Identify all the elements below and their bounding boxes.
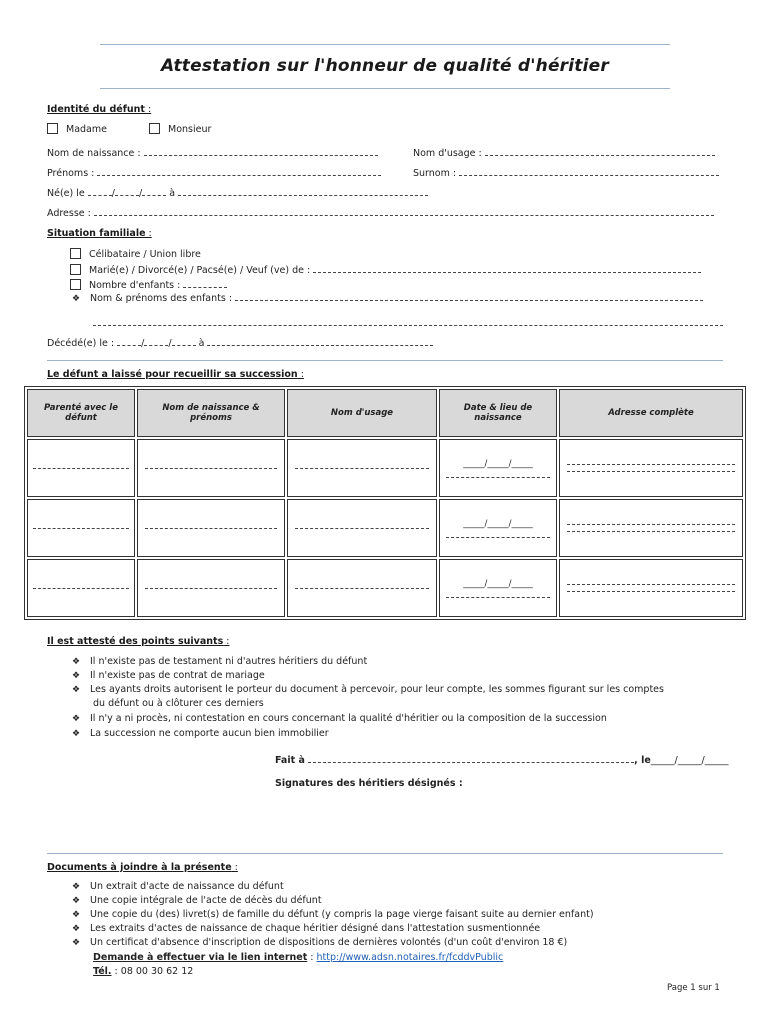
checkbox-marie[interactable] [70, 264, 81, 275]
checkbox-monsieur[interactable] [149, 123, 160, 134]
header-nom-naissance: Nom de naissance & prénoms [137, 389, 285, 437]
situation-item-2 [70, 264, 701, 276]
birth-day-field[interactable] [88, 188, 112, 196]
naissance-row: Né(e) le / / à [47, 188, 428, 199]
cell-nom-naissance[interactable] [137, 499, 285, 557]
demande-row: Demande à effectuer via le lien internet : http://www.adsn.notaires.fr/fcddvPublic [93, 952, 504, 963]
document-item-3: ❖ Une copie du (des) livret(s) de famille du défunt (y compris la page vierge faisant suite au dernier enfant) [71, 909, 594, 920]
le-label: , le [634, 755, 651, 766]
nom-naissance-field[interactable] [144, 148, 378, 156]
cell-adresse[interactable] [559, 559, 743, 617]
page-title: Attestation sur l'honneur de qualité d'héritier [161, 56, 609, 76]
enfants-field[interactable] [235, 293, 703, 301]
diamond-bullet-icon: ❖ [71, 729, 81, 739]
ne-le-label: Né(e) le [47, 188, 85, 199]
header-parente: Parenté avec le défunt [27, 389, 135, 437]
enfants-field-2[interactable] [93, 318, 723, 326]
diamond-bullet-icon: ❖ [71, 938, 81, 948]
diamond-bullet-icon: ❖ [71, 657, 81, 667]
cell-nom-naissance[interactable] [137, 439, 285, 497]
fait-a-field[interactable] [308, 755, 634, 763]
attestation-point-4: ❖ Il n'y a ni procès, ni contestation en cours concernant la qualité d'héritier ou la composition de la succession [71, 713, 607, 724]
fait-a-row [275, 755, 728, 766]
table-header-row [27, 389, 743, 437]
birth-month-field[interactable] [115, 188, 139, 196]
succession-rule [47, 360, 723, 361]
nombre-enfants-label: Nombre d'enfants : [89, 280, 181, 291]
nom-naissance-row [47, 148, 378, 159]
table-row [27, 439, 743, 497]
cell-nom-usage[interactable] [287, 499, 437, 557]
situation-item-1 [70, 248, 201, 260]
prenoms-field[interactable] [97, 168, 381, 176]
fait-a-label: Fait à [275, 755, 305, 766]
title-rule [100, 88, 670, 89]
fait-date-field[interactable]: _____/_____/_____ [650, 755, 729, 766]
surnom-label: Surnom : [413, 168, 457, 179]
enfants-row-2 [93, 318, 723, 329]
cell-parente[interactable] [27, 559, 135, 617]
diamond-bullet-icon: ❖ [71, 896, 81, 906]
page-number: Page 1 sur 1 [667, 983, 720, 993]
checkbox-madame[interactable] [47, 123, 58, 134]
documents-rule [47, 853, 723, 854]
prenoms-label: Prénoms : [47, 168, 95, 179]
cell-adresse[interactable] [559, 499, 743, 557]
cell-parente[interactable] [27, 439, 135, 497]
death-day-field[interactable] [117, 338, 141, 346]
document-item-4: ❖ Les extraits d'actes de naissance de chaque héritier désigné dans l'attestation susmentionnée [71, 923, 541, 934]
tel-value: : 08 00 30 62 12 [111, 966, 194, 977]
situation-item-3 [70, 279, 227, 291]
diamond-bullet-icon: ❖ [71, 671, 81, 681]
deces-a-label: à [198, 338, 205, 349]
surnom-field[interactable] [459, 168, 719, 176]
checkbox-celibataire[interactable] [70, 248, 81, 259]
heirs-table [24, 386, 746, 620]
diamond-bullet-icon: ❖ [71, 910, 81, 920]
tel-row [93, 966, 193, 977]
document-item-2: ❖ Une copie intégrale de l'acte de décès du défunt [71, 895, 322, 906]
adresse-field[interactable] [94, 208, 714, 216]
adresse-row [47, 208, 714, 219]
diamond-bullet-icon: ❖ [71, 714, 81, 724]
nom-naissance-label: Nom de naissance : [47, 148, 141, 159]
date-placeholder: _____/_____/_____ [463, 458, 533, 469]
section-situation: Situation familiale : [47, 228, 152, 239]
section-succession: Le défunt a laissé pour recueillir sa succession : [47, 369, 304, 380]
nom-usage-row [413, 148, 715, 159]
tel-label: Tél. [93, 966, 112, 977]
section-attestation: Il est attesté des points suivants : [47, 636, 230, 647]
checkbox-enfants[interactable] [70, 279, 81, 290]
surnom-row [413, 168, 719, 179]
diamond-bullet-icon: ❖ [71, 685, 81, 695]
enfants-row [70, 293, 703, 304]
section-documents: Documents à joindre à la présente : [47, 862, 238, 873]
prenoms-row [47, 168, 381, 179]
conjoint-field[interactable] [313, 265, 701, 273]
date-placeholder: _____/_____/_____ [463, 578, 533, 589]
nom-usage-label: Nom d'usage : [413, 148, 482, 159]
cell-nom-usage[interactable] [287, 559, 437, 617]
death-month-field[interactable] [144, 338, 168, 346]
cell-date-lieu[interactable] [439, 559, 557, 617]
attestation-point-5: ❖ La succession ne comporte aucun bien immobilier [71, 728, 329, 739]
attestation-point-3: ❖ Les ayants droits autorisent le porteur du document à percevoir, pour leur compte, les sommes figurant sur les comptes [71, 684, 664, 695]
a-label: à [169, 188, 176, 199]
top-rule [100, 44, 670, 45]
document-item-5: ❖ Un certificat d'absence d'inscription de dispositions de dernières volontés (d'un coût d'environ 18 €) [71, 937, 568, 948]
madame-label: Madame [66, 124, 107, 135]
monsieur-label: Monsieur [168, 124, 212, 135]
birth-year-field[interactable] [142, 188, 166, 196]
deces-row: Décédé(e) le : / / à [47, 338, 433, 349]
celibataire-label: Célibataire / Union libre [89, 249, 201, 260]
cell-parente[interactable] [27, 499, 135, 557]
cell-nom-usage[interactable] [287, 439, 437, 497]
diamond-bullet-icon: ❖ [71, 294, 81, 304]
gender-row [47, 123, 211, 135]
cell-nom-naissance[interactable] [137, 559, 285, 617]
cell-date-lieu[interactable] [439, 499, 557, 557]
birth-place-field[interactable] [178, 188, 428, 196]
nom-usage-field[interactable] [485, 148, 715, 156]
nombre-enfants-field[interactable] [183, 280, 227, 288]
adsn-link[interactable]: http://www.adsn.notaires.fr/fcddvPublic [316, 952, 504, 963]
diamond-bullet-icon: ❖ [71, 882, 81, 892]
cell-adresse[interactable] [559, 439, 743, 497]
cell-date-lieu[interactable] [439, 439, 557, 497]
demande-label: Demande à effectuer via le lien internet [93, 952, 308, 963]
date-placeholder: _____/_____/_____ [463, 518, 533, 529]
header-nom-usage: Nom d'usage [287, 389, 437, 437]
header-date-lieu: Date & lieu de naissance [439, 389, 557, 437]
death-place-field[interactable] [207, 338, 433, 346]
decede-le-label: Décédé(e) le : [47, 338, 115, 349]
death-year-field[interactable] [172, 338, 196, 346]
section-identite: Identité du défunt : [47, 104, 152, 115]
table-row [27, 559, 743, 617]
enfants-label: Nom & prénoms des enfants : [90, 293, 233, 304]
adresse-label: Adresse : [47, 208, 91, 219]
table-row [27, 499, 743, 557]
attestation-point-1: ❖ Il n'existe pas de testament ni d'autres héritiers du défunt [71, 656, 368, 667]
header-adresse: Adresse complète [559, 389, 743, 437]
attestation-point-2: ❖ Il n'existe pas de contrat de mariage [71, 670, 265, 681]
diamond-bullet-icon: ❖ [71, 924, 81, 934]
signatures-label: Signatures des héritiers désignés : [275, 778, 463, 789]
marie-label: Marié(e) / Divorcé(e) / Pacsé(e) / Veuf (ve) de : [89, 265, 311, 276]
attestation-point-3-cont: du défunt ou à clôturer ces derniers [93, 698, 264, 709]
document-item-1: ❖ Un extrait d'acte de naissance du défunt [71, 881, 284, 892]
